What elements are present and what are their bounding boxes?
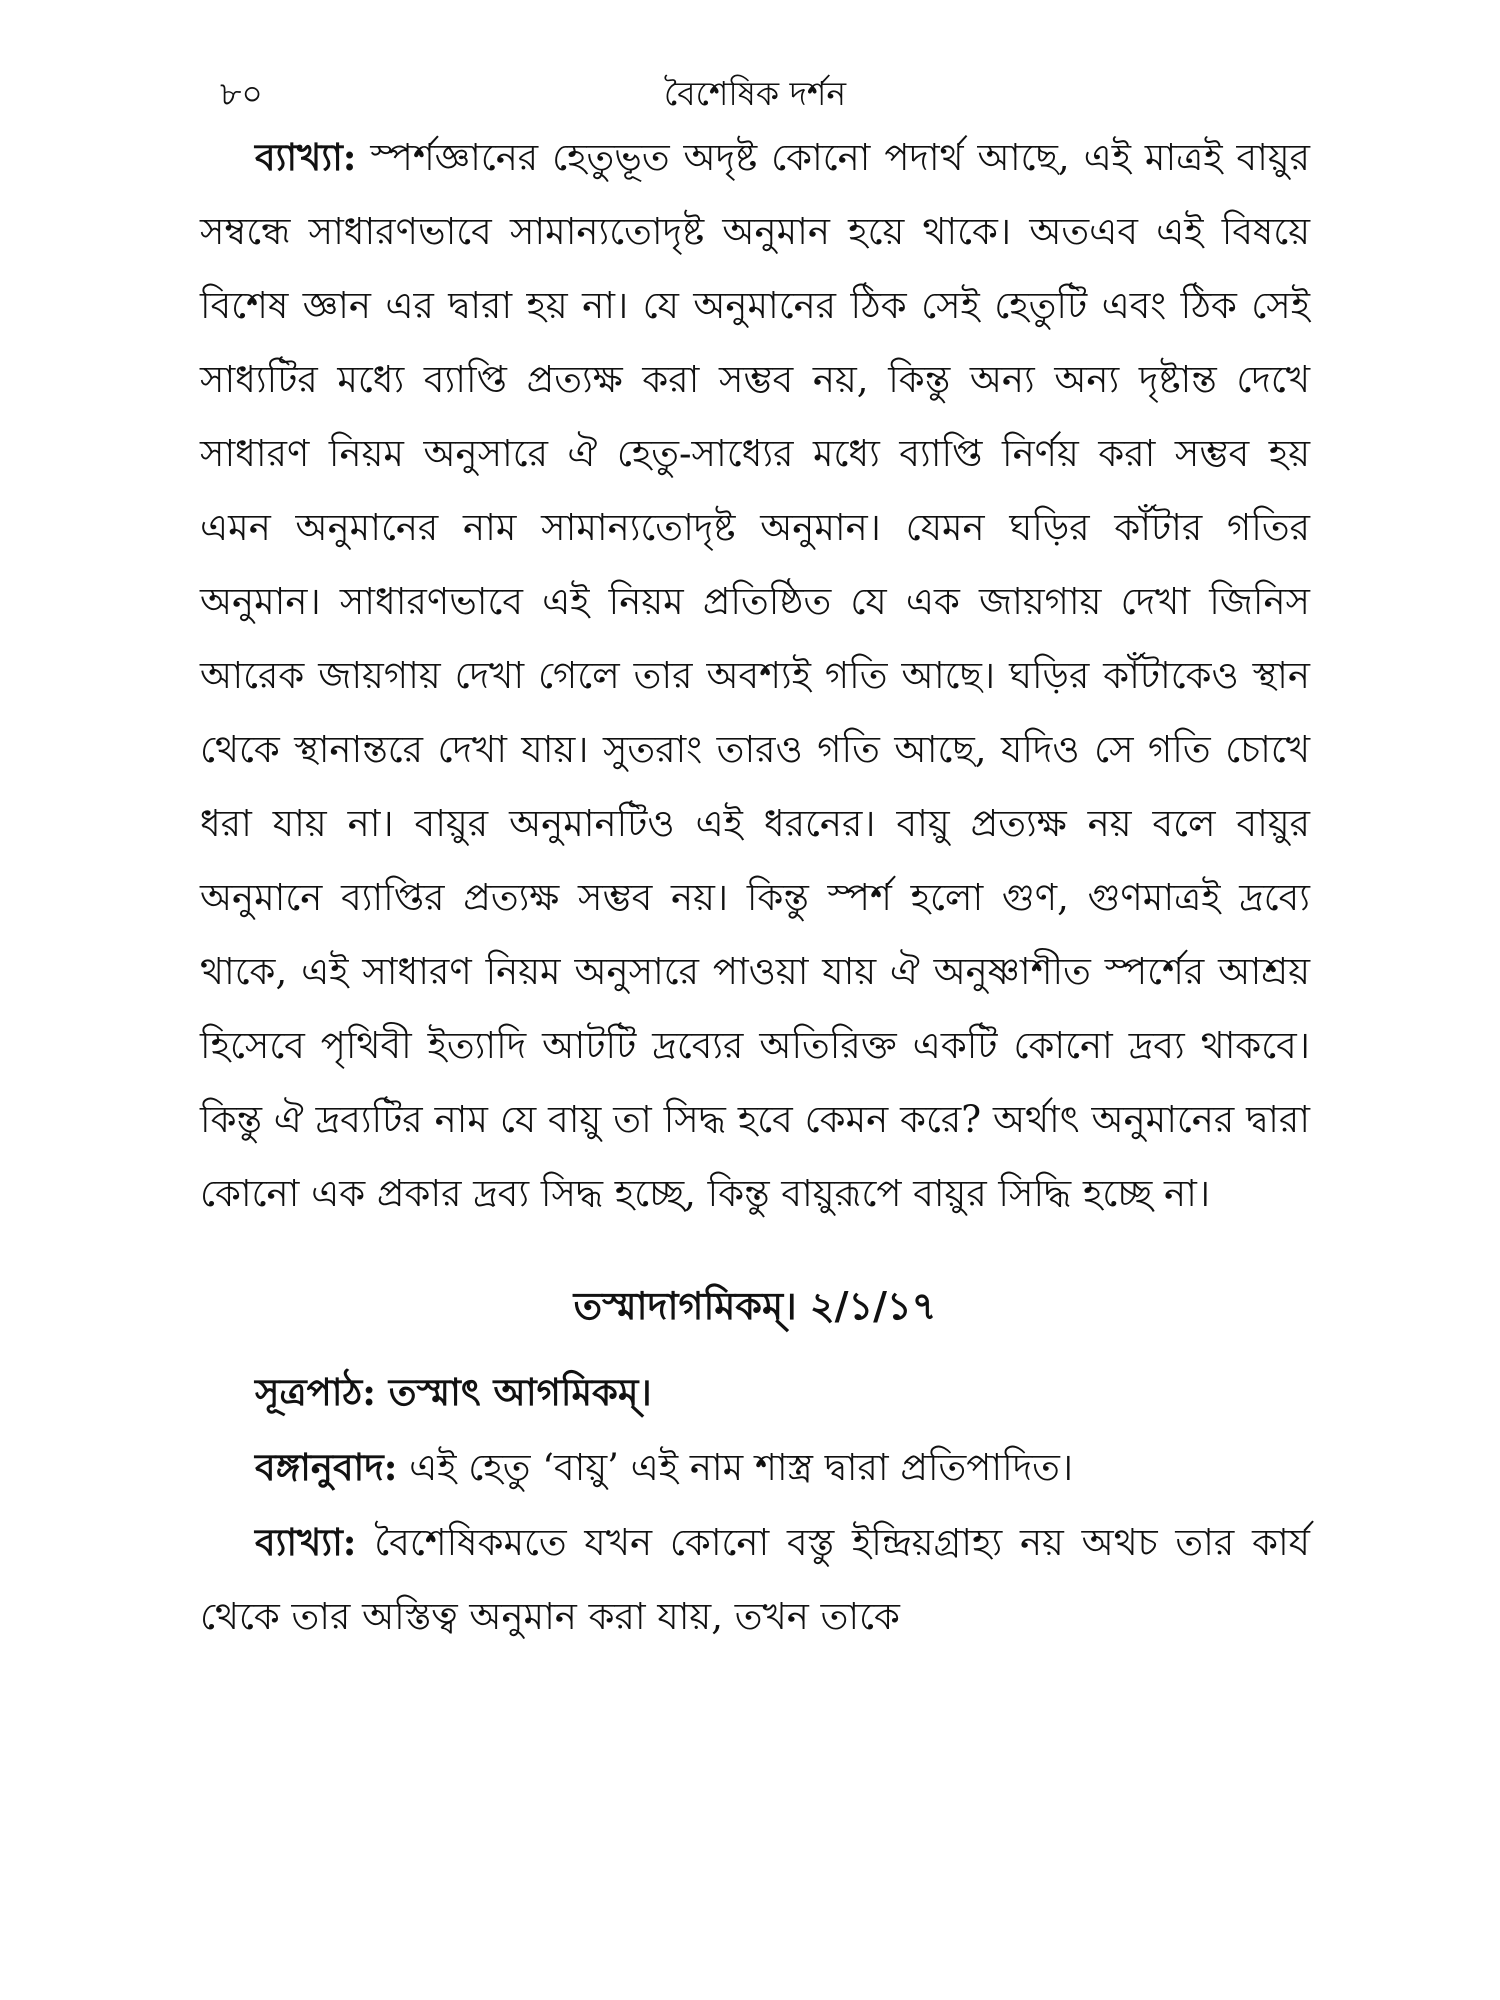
explanation-label-2: ব্যাখ্যা: <box>255 1520 357 1564</box>
sutrapath-text: তস্মাৎ আগমিকম্। <box>375 1370 652 1414</box>
explanation-label: ব্যাখ্যা: <box>255 135 357 179</box>
explanation-paragraph-1 <box>200 120 1310 1231</box>
sutrapath-line <box>200 1355 1310 1430</box>
page-header <box>200 60 1310 120</box>
translation-label: বঙ্গানুবাদ: <box>255 1445 398 1489</box>
translation-line <box>200 1430 1310 1505</box>
explanation-text-2: বৈশেষিকমতে যখন কোনো বস্তু ইন্দ্রিয়গ্রাহ্য নয় অথচ তার কার্য থেকে তার অস্তিত্ব অনুমান করা যায়, তখন তাকে <box>200 1521 1310 1638</box>
running-title: বৈশেষিক দর্শন <box>663 74 847 113</box>
sutrapath-label: সূত্রপাঠ: <box>255 1370 376 1414</box>
page-number: ৮০ <box>220 74 263 113</box>
explanation-text: স্পর্শজ্ঞানের হেতুভূত অদৃষ্ট কোনো পদার্থ আছে, এই মাত্রই বায়ুর সম্বন্ধে সাধারণভাবে সামান্যতোদৃষ্ট অনুমান হয়ে থাকে। অতএব এই বিষয়ে বিশেষ জ্ঞান এর দ্বারা হয় না। যে অনুমানের ঠিক সেই হেতুটি এবং ঠিক সেই সাধ্যটির মধ্যে ব্যাপ্তি প্রত্যক্ষ করা সম্ভব নয়, কিন্তু অন্য অন্য দৃষ্টান্ত দেখে সাধারণ নিয়ম অনুসারে ঐ হেতু-সাধ্যের মধ্যে ব্যাপ্তি নির্ণয় করা সম্ভব হয় এমন অনুমানের নাম সামান্যতোদৃষ্ট অনুমান। যেমন ঘড়ির কাঁটার গতির অনুমান। সাধারণভাবে এই নিয়ম প্রতিষ্ঠিত যে এক জায়গায় দেখা জিনিস আরেক জায়গায় দেখা গেলে তার অবশ্যই গতি আছে। ঘড়ির কাঁটাকেও স্থান থেকে স্থানান্তরে দেখা যায়। সুতরাং তারও গতি আছে, যদিও সে গতি চোখে ধরা যায় না। বায়ুর অনুমানটিও এই ধরনের। বায়ু প্রত্যক্ষ নয় বলে বায়ুর অনুমানে ব্যাপ্তির প্রত্যক্ষ সম্ভব নয়। কিন্তু স্পর্শ হলো গুণ, গুণমাত্রই দ্রব্যে থাকে, এই সাধারণ নিয়ম অনুসারে পাওয়া যায় ঐ অনুষ্ণাশীত স্পর্শের আশ্রয় হিসেবে পৃথিবী ইত্যাদি আটটি দ্রব্যের অতিরিক্ত একটি কোনো দ্রব্য থাকবে। কিন্তু ঐ দ্রব্যটির নাম যে বায়ু তা সিদ্ধ হবে কেমন করে? অর্থাৎ অনুমানের দ্বারা কোনো এক প্রকার দ্রব্য সিদ্ধ হচ্ছে, কিন্তু বায়ুরূপে বায়ুর সিদ্ধি হচ্ছে না। <box>200 136 1310 1215</box>
sutra-heading: তস্মাদাগমিকম্। ২/১/১৭ <box>573 1283 937 1328</box>
book-page <box>200 60 1310 1960</box>
translation-text: এই হেতু ‘বায়ু’ এই নাম শাস্ত্র দ্বারা প্রতিপাদিত। <box>397 1446 1074 1489</box>
explanation-paragraph-2 <box>200 1505 1310 1654</box>
